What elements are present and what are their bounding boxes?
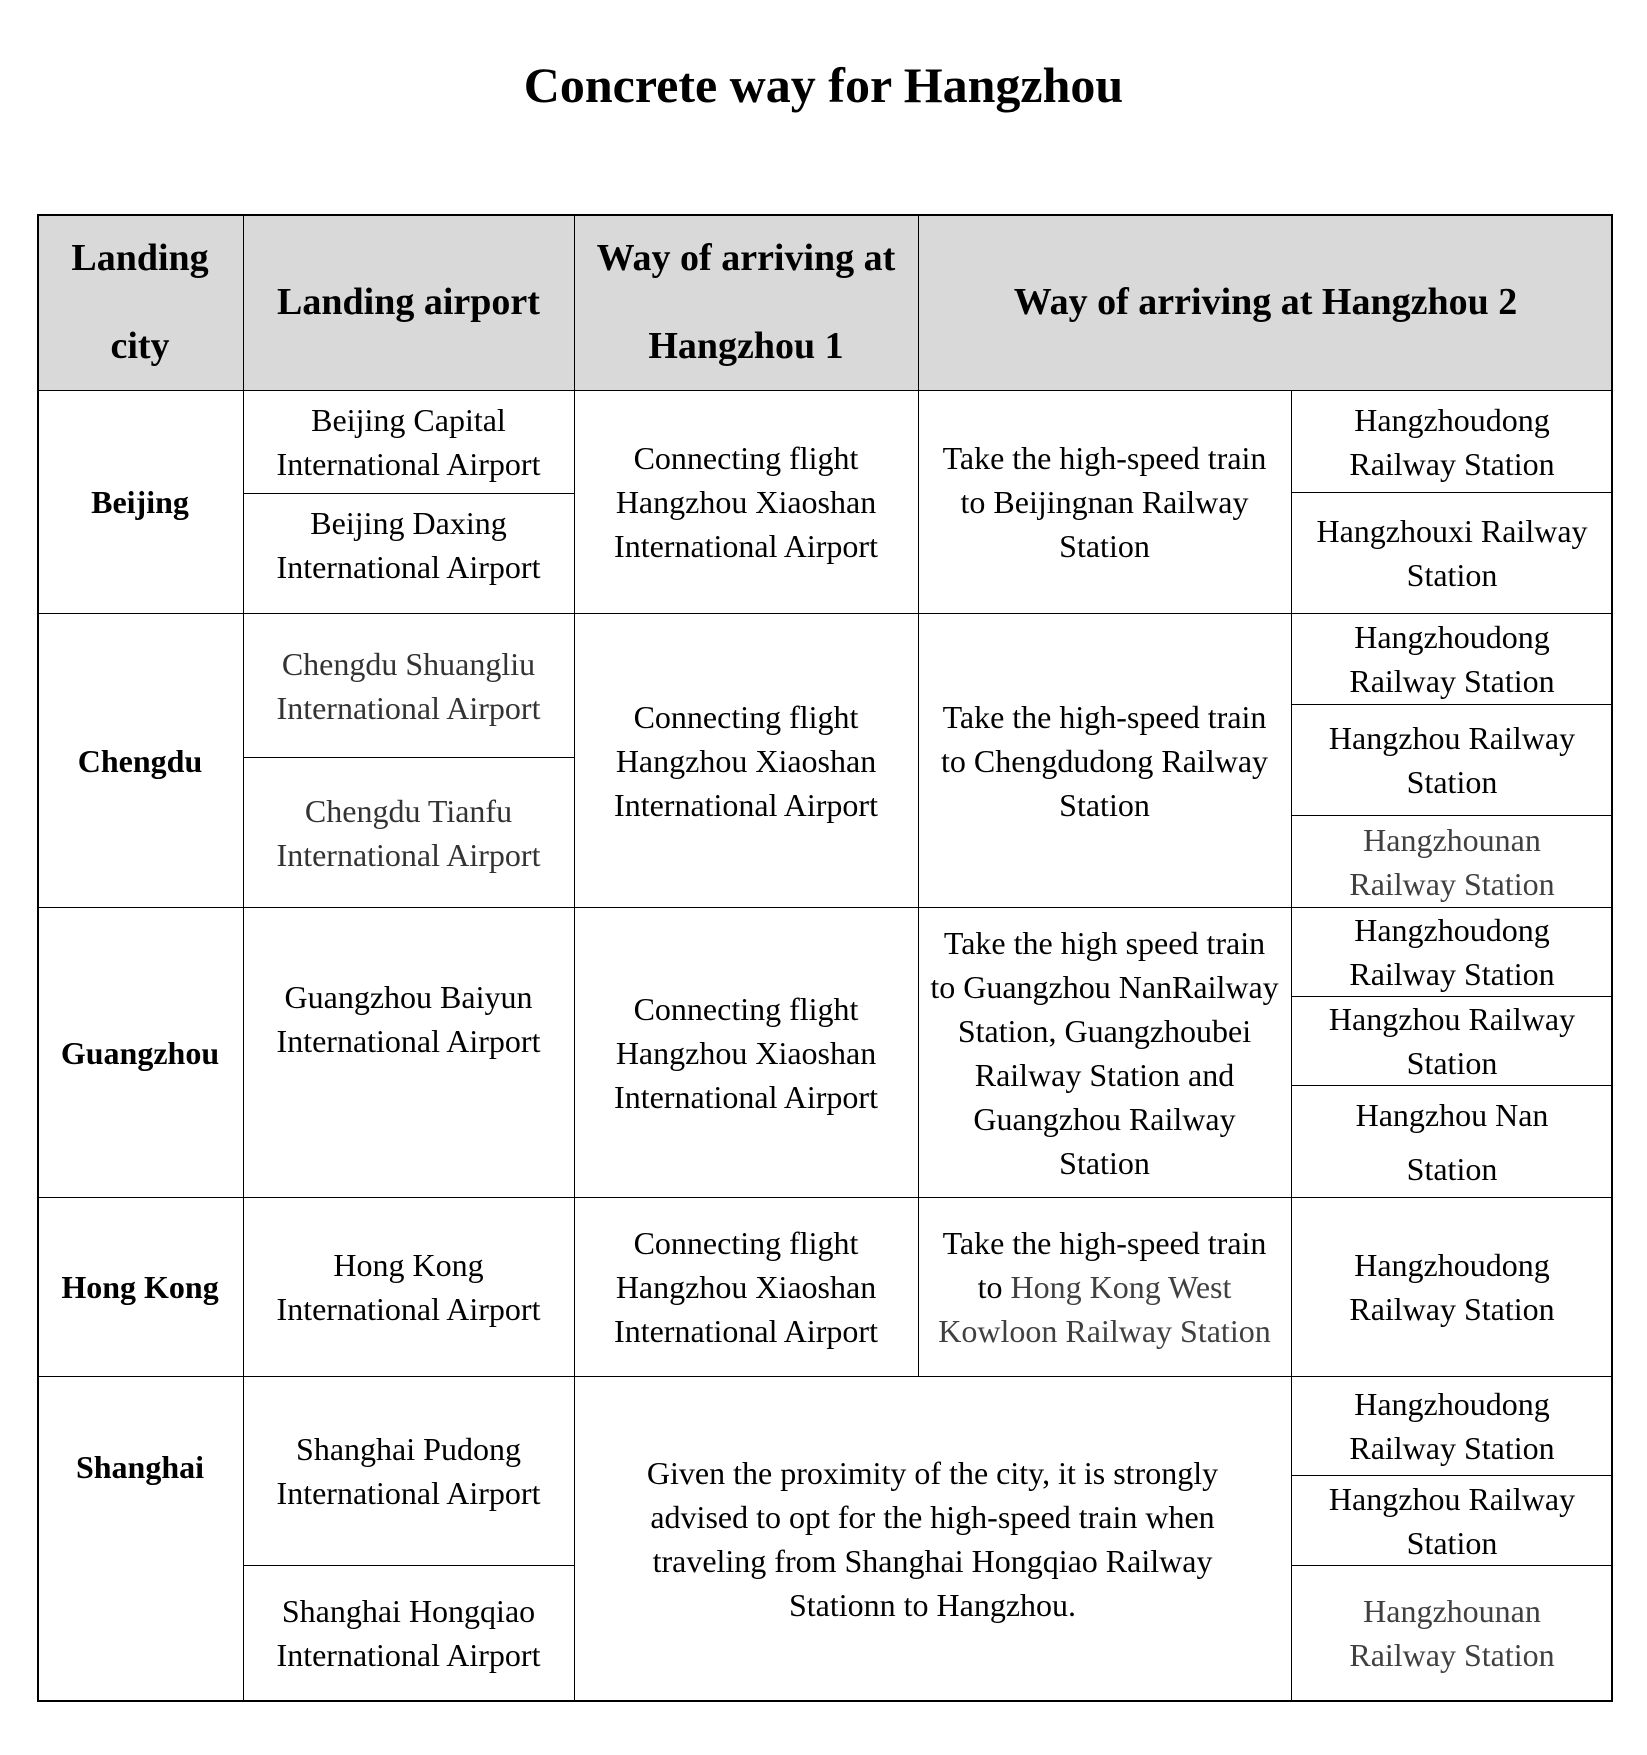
train-hong-kong-prefix: Take the high-speed train to [942, 1225, 1267, 1305]
train-hong-kong [918, 1198, 1291, 1376]
page-title: Concrete way for Hangzhou [523, 57, 1124, 113]
airport-beijing-daxing: Beijing Daxing International Airport [276, 505, 541, 585]
cell-divider [1291, 1565, 1613, 1566]
column-divider [1291, 391, 1292, 1702]
advice-shanghai: Given the proximity of the city, it is strongly advised to opt for the high-speed train when traveling from Shanghai Hongqiao Railway Stationn to Hangzhou. [646, 1454, 1219, 1623]
airport-beijing-capital: Beijing Capital International Airport [276, 402, 541, 482]
way1-chengdu: Connecting flight Hangzhou Xiaoshan International Airport [614, 698, 878, 823]
airport-shanghai-pudong: Shanghai Pudong International Airport [276, 1431, 541, 1511]
table-border-left [37, 214, 39, 1702]
cell-divider [243, 493, 574, 494]
station-shanghai-3: Hangzhounan Railway Station [1349, 1593, 1555, 1673]
city-beijing: Beijing [91, 484, 189, 520]
row-divider [37, 907, 1613, 908]
airport-chengdu-shuangliu: Chengdu Shuangliu International Airport [276, 645, 541, 726]
table-border-bottom [37, 1700, 1613, 1702]
train-hong-kong-destination: Hong Kong West Kowloon Railway Station [938, 1269, 1271, 1349]
airport-chengdu-tianfu: Chengdu Tianfu International Airport [276, 792, 541, 873]
station-chengdu-3: Hangzhounan Railway Station [1349, 821, 1555, 902]
cell-divider [243, 757, 574, 758]
column-divider [918, 214, 919, 1376]
station-beijing-1: Hangzhoudong Railway Station [1349, 401, 1555, 482]
table-border-top [37, 214, 1613, 216]
station-guangzhou-2: Hangzhou Railway Station [1328, 1001, 1576, 1081]
row-divider [37, 613, 1613, 614]
column-divider [574, 214, 575, 1702]
header-way-2: Way of arriving at Hangzhou 2 [918, 214, 1613, 390]
cell-divider [1291, 492, 1613, 493]
station-hong-kong-1: Hangzhoudong Railway Station [1349, 1247, 1555, 1327]
way1-beijing: Connecting flight Hangzhou Xiaoshan International Airport [614, 440, 878, 564]
cell-divider [1291, 996, 1613, 997]
station-shanghai-2: Hangzhou Railway Station [1328, 1480, 1576, 1561]
table-border-right [1611, 214, 1613, 1702]
train-guangzhou: Take the high speed train to Guangzhou NanRailway Station, Guangzhoubei Railway Station and Guangzhou Railway Station [930, 924, 1279, 1181]
column-divider [243, 214, 244, 1702]
station-guangzhou-3: Hangzhou Nan Station [1355, 1096, 1549, 1187]
city-guangzhou: Guangzhou [60, 1034, 220, 1071]
city-chengdu: Chengdu [77, 742, 203, 779]
way1-guangzhou: Connecting flight Hangzhou Xiaoshan International Airport [614, 990, 878, 1115]
way1-hong-kong: Connecting flight Hangzhou Xiaoshan International Airport [614, 1225, 878, 1349]
cell-divider [1291, 704, 1613, 705]
row-divider [37, 1197, 1613, 1198]
cell-divider [1291, 1085, 1613, 1086]
airport-shanghai-hongqiao: Shanghai Hongqiao International Airport [276, 1593, 541, 1673]
train-chengdu: Take the high-speed train to Chengdudong Railway Station [940, 698, 1269, 823]
cell-divider [1291, 815, 1613, 816]
cell-divider [1291, 1475, 1613, 1476]
station-chengdu-1: Hangzhoudong Railway Station [1349, 619, 1555, 699]
city-shanghai: Shanghai [75, 1449, 205, 1485]
station-shanghai-1: Hangzhoudong Railway Station [1349, 1386, 1555, 1466]
row-divider [37, 1376, 1613, 1377]
header-way-1: Way of arriving at Hangzhou 1 [574, 214, 918, 390]
airport-hong-kong: Hong Kong International Airport [276, 1247, 541, 1327]
airport-guangzhou-baiyun: Guangzhou Baiyun International Airport [276, 978, 541, 1059]
station-guangzhou-1: Hangzhoudong Railway Station [1349, 912, 1555, 992]
header-landing-airport: Landing airport [243, 214, 574, 390]
train-beijing: Take the high-speed train to Beijingnan Railway Station [942, 440, 1267, 564]
cell-divider [243, 1565, 574, 1566]
station-chengdu-2: Hangzhou Railway Station [1328, 720, 1576, 800]
header-landing-city: Landing city [37, 214, 243, 390]
station-beijing-2: Hangzhouxi Railway Station [1316, 513, 1588, 593]
row-divider [37, 390, 1613, 391]
city-hong-kong: Hong Kong [61, 1269, 219, 1305]
